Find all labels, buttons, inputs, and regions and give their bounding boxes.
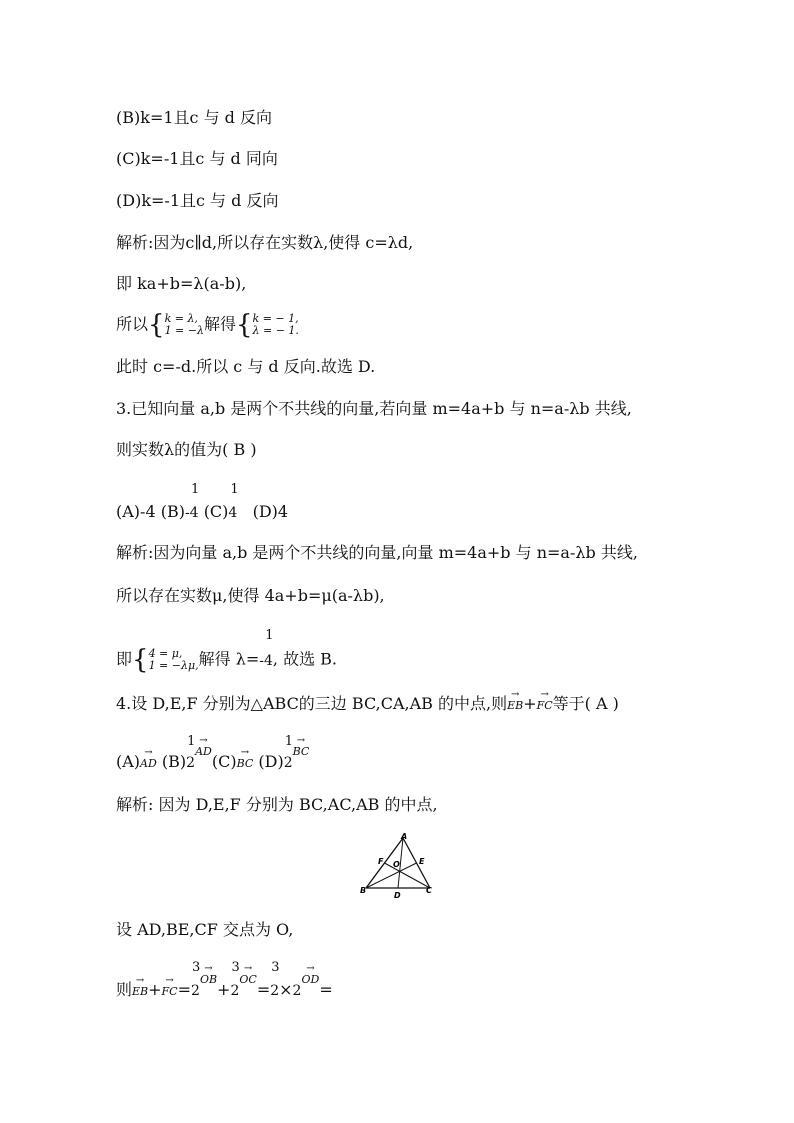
- text: 解得: [203, 314, 236, 334]
- equation: 1 = −λ: [164, 324, 204, 337]
- denominator: -4: [184, 505, 199, 521]
- fraction: [283, 734, 293, 773]
- text: 所以: [116, 314, 149, 334]
- text: +: [148, 980, 162, 999]
- answer-3-line-3: [116, 627, 337, 675]
- numerator: 3: [271, 960, 280, 975]
- fraction: [228, 482, 239, 523]
- text: =: [319, 980, 333, 999]
- text: 等于( A ): [552, 694, 619, 713]
- text: 则: [116, 980, 133, 999]
- text: (D)4: [252, 502, 289, 521]
- equation-system-1: [165, 313, 204, 337]
- label-a: A: [401, 832, 408, 841]
- label-e: E: [419, 857, 425, 866]
- vector-fc: → FC: [162, 982, 178, 1002]
- vector-eb: → EB: [132, 982, 148, 1002]
- fraction: [186, 734, 196, 773]
- question-4-line: [116, 694, 619, 716]
- vector-oc: → OC: [239, 970, 256, 990]
- solution-line-4: 此时 c=-d.所以 c 与 d 反向.故选 D.: [116, 357, 376, 376]
- text: 即: [116, 649, 133, 669]
- numerator: 1: [230, 482, 239, 497]
- equation: 1 = −λμ,: [148, 659, 199, 672]
- option-c-line: (C)k=-1且c 与 d 同向: [116, 149, 278, 168]
- denominator: 2: [270, 983, 280, 999]
- text: +: [217, 980, 231, 999]
- text: =: [177, 980, 192, 999]
- left-brace: {: [235, 310, 253, 340]
- text: (C): [211, 752, 237, 771]
- solution-line-1: 解析:因为c∥d,所以存在实数λ,使得 c=λd,: [116, 233, 414, 252]
- answer-3-line-2: 所以存在实数μ,使得 4a+b=μ(a-λb),: [116, 586, 385, 605]
- text: (A)-4 (B): [116, 502, 185, 521]
- vector-ad: → AD: [195, 742, 212, 762]
- label-c: C: [426, 886, 432, 895]
- answer-4-line-3: [116, 960, 333, 1002]
- option-d-line: (D)k=-1且c 与 d 反向: [116, 191, 279, 210]
- triangle-figure: [358, 830, 438, 900]
- answer-4-line-1: 解析: 因为 D,E,F 分别为 BC,AC,AB 的中点,: [116, 795, 438, 814]
- text: (A): [116, 752, 141, 771]
- question-3-options: [116, 482, 289, 523]
- text: ×: [279, 980, 293, 999]
- equation: λ = − 1.: [252, 324, 299, 337]
- numerator: 1: [190, 482, 200, 497]
- fraction: [259, 627, 274, 671]
- left-brace: {: [148, 310, 165, 340]
- equation-system-3: [149, 648, 199, 672]
- label-b: B: [360, 886, 367, 895]
- text: +: [523, 694, 537, 713]
- equation: 4 = μ,: [148, 647, 183, 660]
- numerator: 1: [284, 734, 293, 749]
- text: (C): [203, 502, 229, 521]
- text: =: [256, 980, 271, 999]
- question-4-options: [116, 734, 310, 774]
- label-o: O: [393, 860, 400, 869]
- denominator: 2: [230, 983, 240, 999]
- option-b-line: (B)k=1且c 与 d 反向: [116, 108, 272, 127]
- fraction: [230, 960, 240, 1001]
- denominator: 2: [191, 983, 200, 999]
- denominator: 2: [283, 755, 293, 771]
- text: , 故选 B.: [272, 649, 337, 669]
- fraction: [184, 482, 200, 523]
- text: 解得 λ=: [198, 649, 260, 669]
- text: (B): [161, 752, 187, 771]
- vector-bc: → BC: [293, 742, 310, 762]
- solution-line-3: [116, 312, 299, 338]
- fraction: [270, 960, 280, 1001]
- denominator: 2: [186, 755, 196, 771]
- fraction: [191, 960, 201, 1001]
- vector-fc: → FC: [537, 696, 553, 716]
- text: (D): [258, 752, 284, 771]
- vector-ad: → AD: [140, 754, 157, 774]
- answer-4-line-2: 设 AD,BE,CF 交点为 O,: [116, 920, 294, 939]
- equation: k = − 1,: [252, 312, 299, 325]
- label-d: D: [394, 891, 401, 900]
- label-f: F: [378, 857, 384, 866]
- denominator: 2: [292, 983, 302, 999]
- equation-system-2: [253, 313, 299, 337]
- question-3-line-1: 3.已知向量 a,b 是两个不共线的向量,若向量 m=4a+b 与 n=a-λb 共线,: [116, 399, 632, 418]
- numerator: 3: [231, 960, 240, 975]
- solution-line-2: 即 ka+b=λ(a-b),: [116, 274, 247, 293]
- vector-bc: → BC: [237, 754, 254, 774]
- equation: k = λ,: [164, 312, 198, 325]
- numerator: 1: [265, 627, 274, 643]
- answer-3-line-1: 解析:因为向量 a,b 是两个不共线的向量,向量 m=4a+b 与 n=a-λb 共线,: [116, 543, 638, 562]
- vector-eb: → EB: [507, 696, 523, 716]
- denominator: -4: [259, 652, 273, 669]
- numerator: 3: [192, 960, 201, 975]
- text: 4.设 D,E,F 分别为△ABC的三边 BC,CA,AB 的中点,则: [116, 694, 508, 713]
- denominator: 4: [228, 505, 238, 521]
- vector-od: → OD: [301, 970, 319, 990]
- numerator: 1: [187, 734, 196, 749]
- question-3-line-2: 则实数λ的值为( B ): [116, 440, 257, 459]
- left-brace: {: [132, 645, 149, 675]
- vector-ob: → OB: [200, 970, 217, 990]
